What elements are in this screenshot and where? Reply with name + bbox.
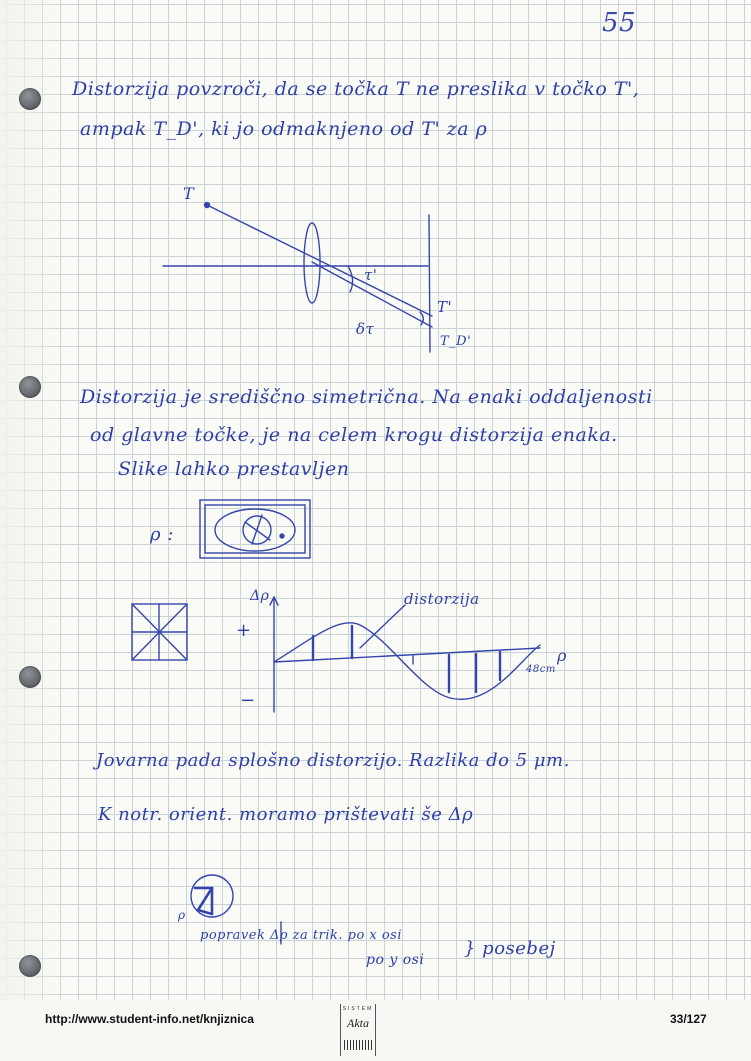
text-line-4: od glavne točke, je na celem krogu distorzija enaka. xyxy=(90,424,618,446)
text-line-1: Distorzija povzroči, da se točka T ne preslika v točko T', xyxy=(72,78,640,100)
graph-xlabel: ρ xyxy=(557,646,567,665)
label-rho: ρ : xyxy=(150,524,174,545)
page-number: 55 xyxy=(602,8,637,38)
logo-mid-text: Akta xyxy=(347,1016,369,1030)
sketch-y-axis: po y osi xyxy=(366,952,425,968)
barcode-icon xyxy=(344,1040,372,1050)
text-line-6: Jovarna pada splošno distorzijo. Razlika do 5 μm. xyxy=(96,750,570,771)
graph-curve-label: distorzija xyxy=(404,590,480,608)
logo-top-text: SISTEM xyxy=(342,1006,374,1012)
label-T-prime: T' xyxy=(437,298,453,316)
label-delta: δτ xyxy=(356,320,375,338)
footer xyxy=(0,1000,751,1061)
graph-minus: − xyxy=(240,690,256,711)
text-line-7: K notr. orient. moramo prištevati še Δρ xyxy=(98,804,474,825)
text-line-5: Slike lahko prestavljen xyxy=(118,458,350,480)
distortion-graph xyxy=(270,597,540,712)
label-angle: τ' xyxy=(364,266,378,284)
page-counter: 33/127 xyxy=(670,1012,707,1026)
akta-logo xyxy=(340,1004,376,1056)
footer-url[interactable]: http://www.student-info.net/knjiznica xyxy=(45,1012,254,1026)
label-T-D: T_D' xyxy=(440,334,472,349)
sketch-bracket: } posebej xyxy=(464,938,556,959)
grid-square-sketch xyxy=(132,604,187,660)
graph-ylabel: Δρ xyxy=(250,588,270,604)
graph-plus: + xyxy=(236,620,252,641)
text-line-3: Distorzija je središčno simetrična. Na enaki oddaljenosti xyxy=(80,386,653,408)
distortion-ray-diagram xyxy=(163,203,432,353)
text-line-2: ampak T_D', ki jo odmaknjeno od T' za ρ xyxy=(80,118,488,140)
sketch-rho: ρ xyxy=(178,908,186,922)
sketch-correction: popravek Δρ za trik. po x osi xyxy=(200,928,403,943)
label-T: T xyxy=(183,184,195,203)
graph-unit-note: 48cm xyxy=(526,664,556,675)
symmetry-frame-diagram xyxy=(200,500,310,558)
